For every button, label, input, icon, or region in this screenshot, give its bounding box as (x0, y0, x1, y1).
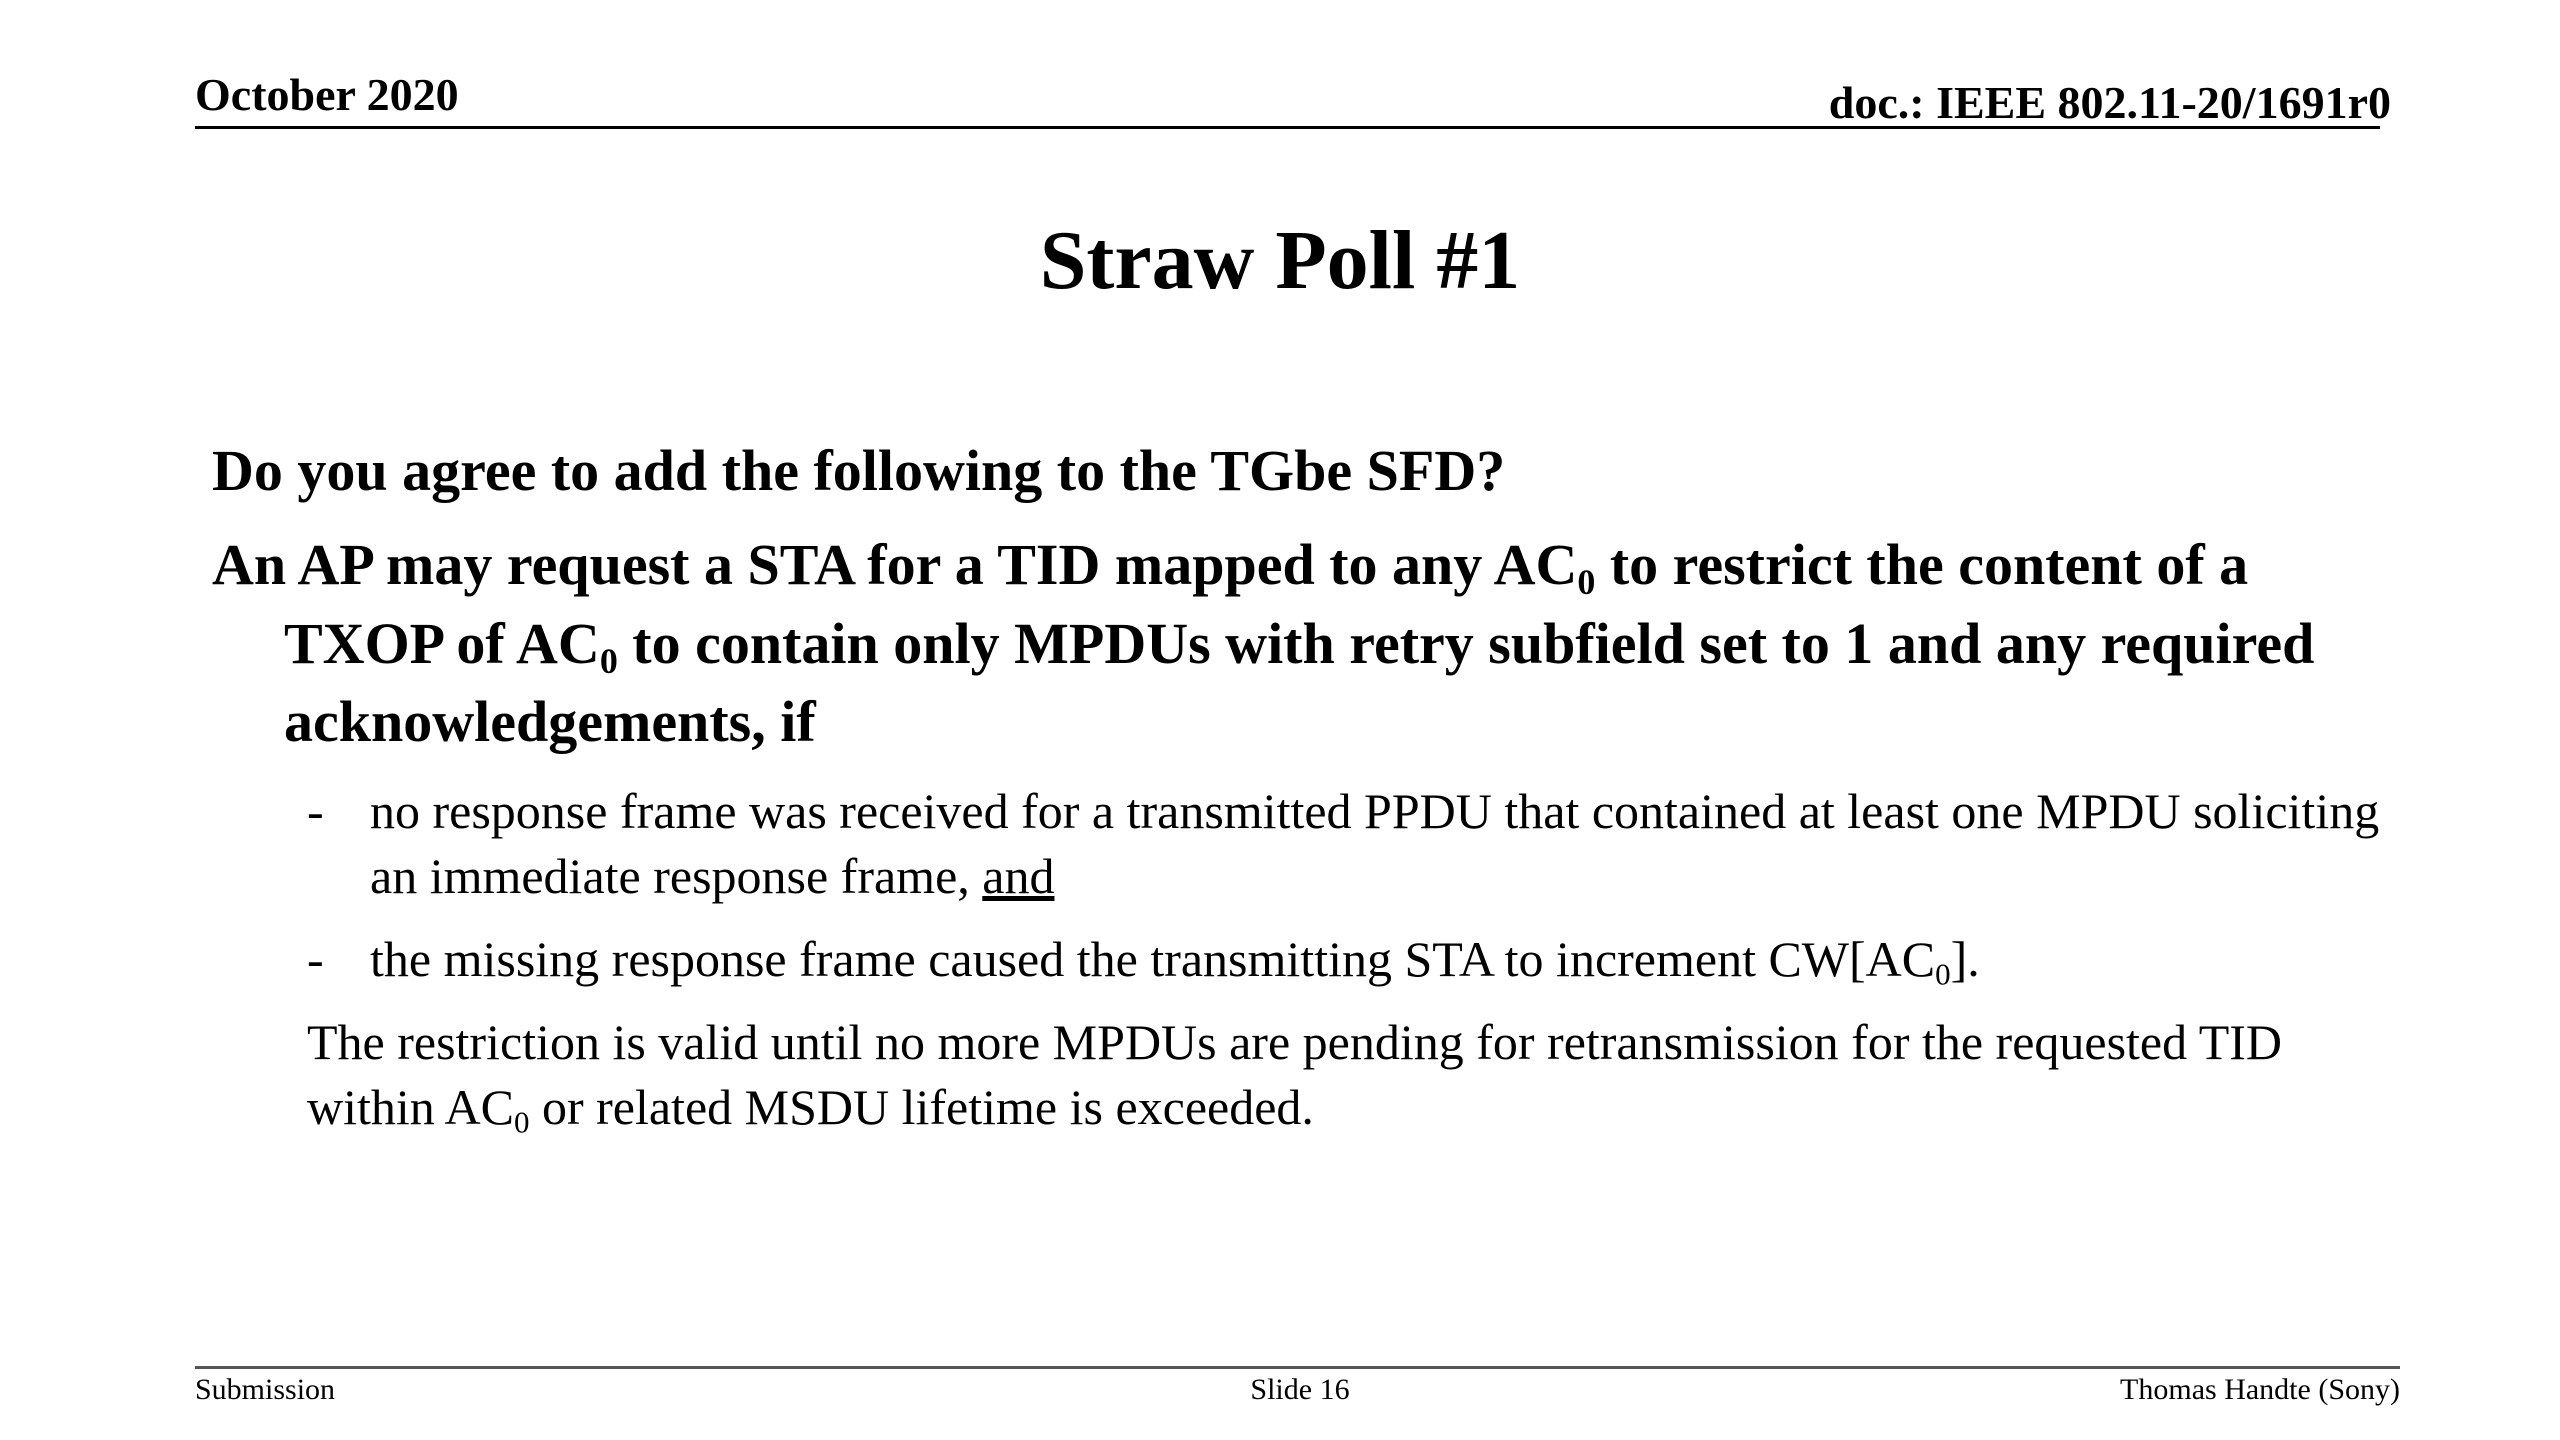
condition-subscript: 0 (1935, 956, 1951, 992)
restriction-text-2: or related MSDU lifetime is exceeded. (529, 1079, 1314, 1136)
slide-body (212, 432, 2412, 1140)
condition-item (212, 927, 2412, 992)
condition-item (212, 779, 2412, 909)
condition-text: the missing response frame caused the transmitting STA to increment CW[AC (370, 931, 1936, 988)
restriction-note (212, 1010, 2412, 1140)
condition-list (212, 779, 2412, 992)
footer-divider (195, 1366, 2400, 1369)
statement-subscript-1: 0 (1577, 562, 1596, 603)
poll-statement (212, 526, 2412, 761)
footer-author: Thomas Handte (Sony) (2120, 1373, 2400, 1406)
header-doc-id: doc.: IEEE 802.11-20/1691r0 (1828, 77, 2391, 128)
bullet-dash: - (307, 931, 324, 988)
statement-text-2: to restrict the content of a TXOP of AC (284, 532, 2249, 676)
footer-slide-number: Slide 16 (1250, 1373, 1350, 1406)
header-date: October 2020 (195, 69, 459, 120)
statement-text-1: An AP may request a STA for a TID mapped to any AC (212, 532, 1578, 598)
statement-subscript-2: 0 (599, 640, 618, 681)
header-divider (195, 126, 2380, 129)
poll-question: Do you agree to add the following to the TGbe SFD? (212, 438, 1506, 503)
condition-underlined-and: and (982, 848, 1055, 905)
footer-submission: Submission (195, 1373, 336, 1406)
statement-text-3: to contain only MPDUs with retry subfield set to 1 and any required acknowledgements, if (284, 610, 2315, 754)
restriction-subscript: 0 (513, 1104, 530, 1140)
condition-text: no response frame was received for a transmitted PPDU that contained at least one MPDU soliciting an immediate response frame, (370, 783, 2380, 905)
slide-title: Straw Poll #1 (1039, 214, 1521, 307)
restriction-text-1: The restriction is valid until no more MPDUs are pending for retransmission for the requested TID within AC (307, 1014, 2283, 1136)
bullet-dash: - (307, 783, 324, 840)
condition-suffix: ]. (1950, 931, 1980, 988)
